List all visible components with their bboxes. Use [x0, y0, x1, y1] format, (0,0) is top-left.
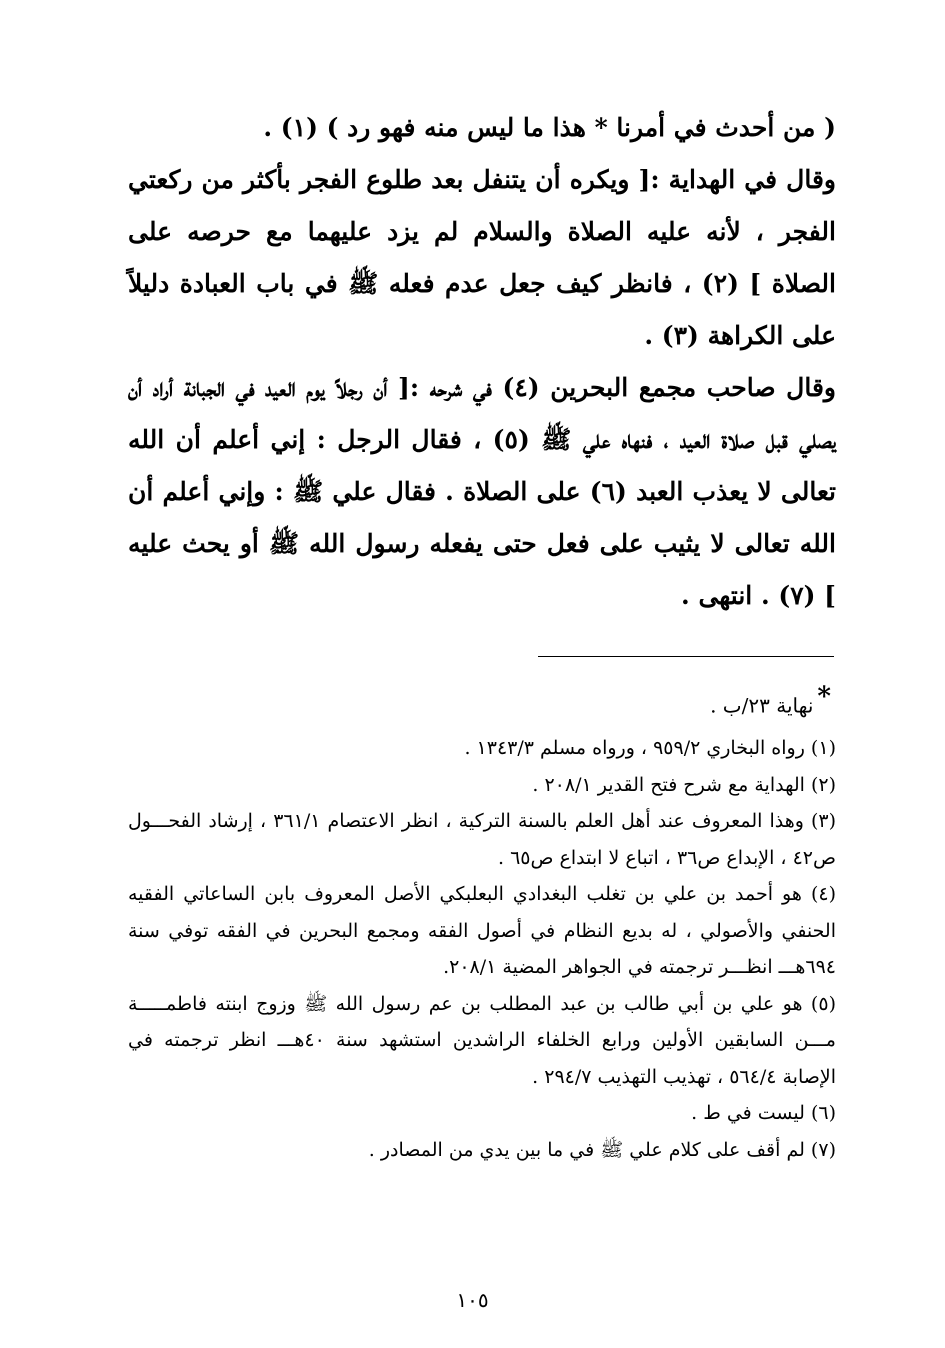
footnote-3: (٣) وهذا المعروف عند أهل العلم بالسنة التركية ، انظر الاعتصام ٣٦١/١ ، إرشاد الفحـــول ص٤٢ ، الإبداع ص٣٦ ، اتباع لا ابتداع ص٦٥ .: [128, 810, 836, 869]
footnote-5: (٥) هو علي بن أبي طالب بن عبد المطلب بن عم رسول الله ﷺ وزوج ابنته فاطمـــــة مـــن السابقين الأولين ورابع الخلفاء الراشدين استشهد سنة ٤٠هـــ انظر ترجمته في الإصابة ٥٦٤/٤ ، تهذيب التهذيب ٢٩٤/٧ .: [128, 992, 836, 1088]
main-text: [128, 102, 836, 622]
page-number: ١٠٥: [456, 1288, 489, 1312]
paragraph-1: ( من أحدث في أمرنا * هذا ما ليس منه فهو رد ) (١) .: [263, 113, 836, 142]
star-footnote-text: نهاية ٢٣/ب .: [710, 693, 814, 718]
footnote-2: (٢) الهداية مع شرح فتح القدير ٢٠٨/١ .: [532, 773, 836, 796]
footnotes: [128, 730, 836, 1168]
footnote-7: (٧) لم أقف على كلام علي ﷺ في ما بين يدي من المصادر .: [368, 1138, 836, 1161]
footnote-4: (٤) هو أحمد بن علي بن تغلب البغدادي البعلبكي الأصل المعروف بابن الساعاتي الفقيه الحنفي والأصولي ، له بديع النظام في أصول الفقه ومجمع البحرين في الفقه توفي سنة ٦٩٤هـــ انظـــر ترجمته في الجواهر المضية ٢٠٨/١.: [128, 883, 836, 978]
star-footnote: [710, 683, 831, 720]
paragraph-2: وقال في الهداية :[ ويكره أن يتنفل بعد طلوع الفجر بأكثر من ركعتي الفجر ، لأنه عليه الصلاة والسلام لم يزد عليهما مع حرصه على الصلاة ] (٢) ، فانظر كيف جعل عدم فعله ﷺ في باب العبادة دليلاً على الكراهة (٣) .: [128, 165, 836, 350]
footnote-6: (٦) ليست في ط .: [691, 1102, 836, 1124]
asterisk-marker: *: [817, 682, 831, 712]
paragraph-3: وقال صاحب مجمع البحرين (٤) في شرحه :[ أن رجلاً يوم العيد في الجبانة أراد أن يصلي قبل صلاة العيد ، فنهاه علي ﷺ (٥) ، فقال الرجل : إني أعلم أن الله تعالى لا يعذب العبد (٦) على الصلاة . فقال علي ﷺ : وإني أعلم أن الله تعالى لا يثيب على فعل حتى يفعله رسول الله ﷺ أو يحث عليه ] (٧) . انتهى .: [128, 373, 836, 610]
footnote-separator: [538, 656, 834, 657]
footnote-1: (١) رواه البخاري ٩٥٩/٢ ، ورواه مسلم ١٣٤٣/٣ .: [464, 737, 836, 759]
